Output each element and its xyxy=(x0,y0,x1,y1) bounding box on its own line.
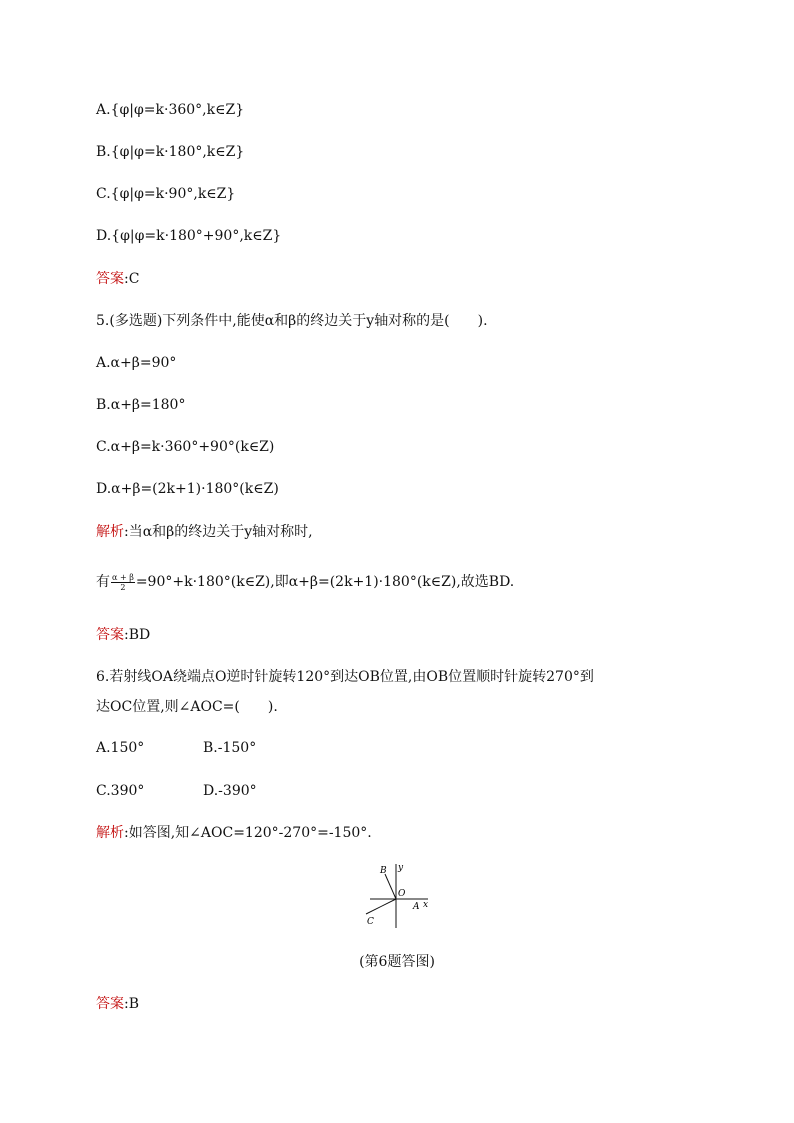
half-sum-fraction xyxy=(111,573,135,592)
q6-answer xyxy=(96,994,139,1014)
q5-analysis xyxy=(96,522,313,542)
q4-option-c: C.{φ|φ=k·90°,k∈Z} xyxy=(96,186,236,202)
analysis-prefix: 有 xyxy=(96,574,110,590)
label-a: A xyxy=(413,902,420,912)
q5-analysis-line-2 xyxy=(96,572,514,592)
ray-ob xyxy=(385,874,396,899)
answer-label: 答案 xyxy=(96,996,124,1012)
analysis-suffix: =90°+k·180°(k∈Z),即α+β=(2k+1)·180°(k∈Z),故选BD. xyxy=(135,574,515,590)
q4-option-a: A.{φ|φ=k·360°,k∈Z} xyxy=(96,102,245,118)
q5-option-d: D.α+β=(2k+1)·180°(k∈Z) xyxy=(96,481,279,497)
q5-option-c: C.α+β=k·360°+90°(k∈Z) xyxy=(96,439,275,455)
q4-option-d: D.{φ|φ=k·180°+90°,k∈Z} xyxy=(96,228,282,244)
ray-oc xyxy=(366,899,396,914)
analysis-text: :当α和β的终边关于y轴对称时, xyxy=(124,524,313,540)
fraction-denominator: 2 xyxy=(120,582,126,592)
label-y: y xyxy=(398,863,404,873)
label-b: B xyxy=(380,866,387,876)
answer-label: 答案 xyxy=(96,271,124,287)
q6-option-c: C.390° xyxy=(96,783,145,799)
answer-text: :C xyxy=(124,271,140,287)
analysis-label: 解析 xyxy=(96,825,124,841)
analysis-label: 解析 xyxy=(96,524,124,540)
answer-text: :BD xyxy=(124,627,151,643)
rotation-diagram xyxy=(352,858,438,930)
q5-answer xyxy=(96,625,150,645)
label-c: C xyxy=(367,917,374,927)
q5-option-a: A.α+β=90° xyxy=(96,355,177,371)
analysis-text: :如答图,知∠AOC=120°-270°=-150°. xyxy=(124,825,372,841)
q6-option-b: B.-150° xyxy=(203,740,257,756)
answer-label: 答案 xyxy=(96,627,124,643)
q6-stem-line-2: 达OC位置,则∠AOC=( ). xyxy=(96,699,278,715)
q4-option-b: B.{φ|φ=k·180°,k∈Z} xyxy=(96,144,245,160)
q6-analysis xyxy=(96,823,372,843)
q5-stem: 5.(多选题)下列条件中,能使α和β的终边关于y轴对称的是( ). xyxy=(96,313,488,329)
q6-option-d: D.-390° xyxy=(203,783,257,799)
q6-stem-line-1: 6.若射线OA绕端点O逆时针旋转120°到达OB位置,由OB位置顺时针旋转270°到 xyxy=(96,669,594,685)
q4-answer xyxy=(96,269,139,289)
fraction-numerator: α + β xyxy=(112,572,134,582)
answer-text: :B xyxy=(124,996,140,1012)
q5-option-b: B.α+β=180° xyxy=(96,397,186,413)
label-o: O xyxy=(398,889,406,899)
figure-caption: (第6题答图) xyxy=(359,954,435,970)
label-x: x xyxy=(423,900,429,910)
q6-option-a: A.150° xyxy=(96,740,145,756)
